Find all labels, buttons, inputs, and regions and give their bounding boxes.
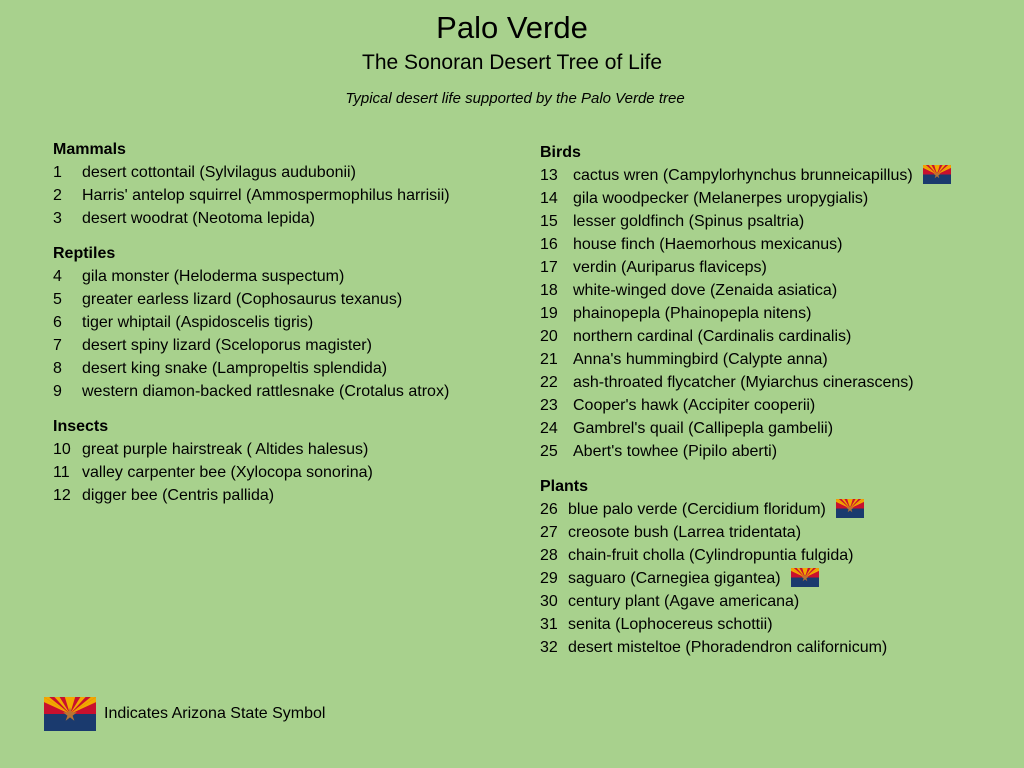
item-number: 1	[53, 164, 62, 181]
list-item	[540, 567, 1010, 590]
page-subtitle: The Sonoran Desert Tree of Life	[362, 51, 662, 74]
arizona-flag-icon	[44, 697, 96, 731]
page-tagline: Typical desert life supported by the Palo Verde tree	[345, 90, 685, 107]
item-text: great purple hairstreak ( Altides halesus)	[82, 441, 369, 458]
list-item	[53, 311, 523, 334]
list-item	[53, 438, 523, 461]
item-text: cactus wren (Campylorhynchus brunneicapillus)	[573, 167, 913, 184]
item-number: 9	[53, 383, 62, 400]
list-item	[540, 636, 1010, 659]
list-item	[540, 440, 1010, 463]
mammals-heading: Mammals	[53, 141, 126, 158]
list-item	[540, 233, 1010, 256]
item-number: 23	[540, 397, 558, 414]
list-item	[540, 498, 1010, 521]
item-text: creosote bush (Larrea tridentata)	[568, 524, 802, 541]
list-item	[540, 302, 1010, 325]
item-number: 29	[540, 570, 558, 587]
item-text: Cooper's hawk (Accipiter cooperii)	[573, 397, 816, 414]
item-number: 13	[540, 167, 558, 184]
item-text: gila monster (Heloderma suspectum)	[82, 268, 345, 285]
item-text: desert misteltoe (Phoradendron californicum)	[568, 639, 888, 656]
legend-text: Indicates Arizona State Symbol	[104, 705, 326, 722]
item-text: blue palo verde (Cercidium floridum)	[568, 501, 826, 518]
item-text: white-winged dove (Zenaida asiatica)	[573, 282, 838, 299]
state-symbol-legend	[44, 697, 325, 731]
list-item	[53, 484, 523, 507]
item-number: 7	[53, 337, 62, 354]
list-item	[540, 371, 1010, 394]
item-text: tiger whiptail (Aspidoscelis tigris)	[82, 314, 314, 331]
list-item	[540, 417, 1010, 440]
item-number: 30	[540, 593, 558, 610]
item-number: 6	[53, 314, 62, 331]
arizona-flag-icon	[923, 165, 951, 184]
item-number: 15	[540, 213, 558, 230]
item-number: 12	[53, 487, 71, 504]
item-text: valley carpenter bee (Xylocopa sonorina)	[82, 464, 373, 481]
item-text: senita (Lophocereus schottii)	[568, 616, 773, 633]
list-item	[53, 334, 523, 357]
list-item	[53, 161, 523, 184]
item-number: 18	[540, 282, 558, 299]
item-number: 5	[53, 291, 62, 308]
item-number: 2	[53, 187, 62, 204]
item-text: phainopepla (Phainopepla nitens)	[573, 305, 812, 322]
insects-heading: Insects	[53, 418, 109, 435]
item-number: 27	[540, 524, 558, 541]
item-text: desert cottontail (Sylvilagus audubonii)	[82, 164, 356, 181]
list-item	[540, 544, 1010, 567]
item-number: 17	[540, 259, 558, 276]
item-number: 28	[540, 547, 558, 564]
right-column	[540, 141, 1010, 659]
reptiles-group	[53, 242, 523, 403]
item-number: 25	[540, 443, 558, 460]
list-item	[540, 394, 1010, 417]
list-item	[540, 279, 1010, 302]
list-item	[540, 590, 1010, 613]
item-number: 19	[540, 305, 558, 322]
insects-group	[53, 415, 523, 507]
item-number: 21	[540, 351, 558, 368]
list-item	[53, 207, 523, 230]
item-text: saguaro (Carnegiea gigantea)	[568, 570, 781, 587]
list-item	[540, 256, 1010, 279]
list-item	[53, 288, 523, 311]
list-item	[540, 348, 1010, 371]
item-number: 4	[53, 268, 62, 285]
item-text: chain-fruit cholla (Cylindropuntia fulgida)	[568, 547, 854, 564]
item-text: digger bee (Centris pallida)	[82, 487, 275, 504]
item-text: desert spiny lizard (Sceloporus magister)	[82, 337, 372, 354]
item-text: Abert's towhee (Pipilo aberti)	[573, 443, 778, 460]
item-text: ash-throated flycatcher (Myiarchus cinerascens)	[573, 374, 914, 391]
item-text: Harris' antelop squirrel (Ammospermophilus harrisii)	[82, 187, 450, 204]
item-number: 32	[540, 639, 558, 656]
left-column	[53, 138, 523, 507]
item-text: western diamon-backed rattlesnake (Crotalus atrox)	[82, 383, 450, 400]
plants-heading: Plants	[540, 478, 589, 495]
item-text: Anna's hummingbird (Calypte anna)	[573, 351, 828, 368]
list-item	[540, 187, 1010, 210]
item-text: gila woodpecker (Melanerpes uropygialis)	[573, 190, 869, 207]
page-title: Palo Verde	[436, 10, 588, 45]
list-item	[540, 210, 1010, 233]
item-text: desert woodrat (Neotoma lepida)	[82, 210, 316, 227]
birds-group	[540, 141, 1010, 463]
item-text: verdin (Auriparus flaviceps)	[573, 259, 767, 276]
reptiles-heading: Reptiles	[53, 245, 116, 262]
item-text: desert king snake (Lampropeltis splendida)	[82, 360, 388, 377]
item-number: 16	[540, 236, 558, 253]
item-number: 8	[53, 360, 62, 377]
item-text: northern cardinal (Cardinalis cardinalis)	[573, 328, 852, 345]
item-text: lesser goldfinch (Spinus psaltria)	[573, 213, 805, 230]
item-number: 11	[53, 464, 70, 481]
list-item	[53, 461, 523, 484]
plants-group	[540, 475, 1010, 659]
list-item	[540, 164, 1010, 187]
list-item	[540, 325, 1010, 348]
list-item	[540, 521, 1010, 544]
arizona-flag-icon	[836, 499, 864, 518]
item-number: 3	[53, 210, 62, 227]
list-item	[540, 613, 1010, 636]
list-item	[53, 357, 523, 380]
item-number: 14	[540, 190, 558, 207]
arizona-flag-icon	[791, 568, 819, 587]
item-text: greater earless lizard (Cophosaurus texanus)	[82, 291, 403, 308]
list-item	[53, 184, 523, 207]
list-item	[53, 265, 523, 288]
item-text: century plant (Agave americana)	[568, 593, 800, 610]
item-number: 24	[540, 420, 558, 437]
birds-heading: Birds	[540, 144, 581, 161]
item-number: 22	[540, 374, 558, 391]
item-number: 31	[540, 616, 558, 633]
item-number: 10	[53, 441, 71, 458]
item-number: 20	[540, 328, 558, 345]
list-item	[53, 380, 523, 403]
mammals-group	[53, 138, 523, 230]
item-text: Gambrel's quail (Callipepla gambelii)	[573, 420, 834, 437]
item-number: 26	[540, 501, 558, 518]
item-text: house finch (Haemorhous mexicanus)	[573, 236, 843, 253]
